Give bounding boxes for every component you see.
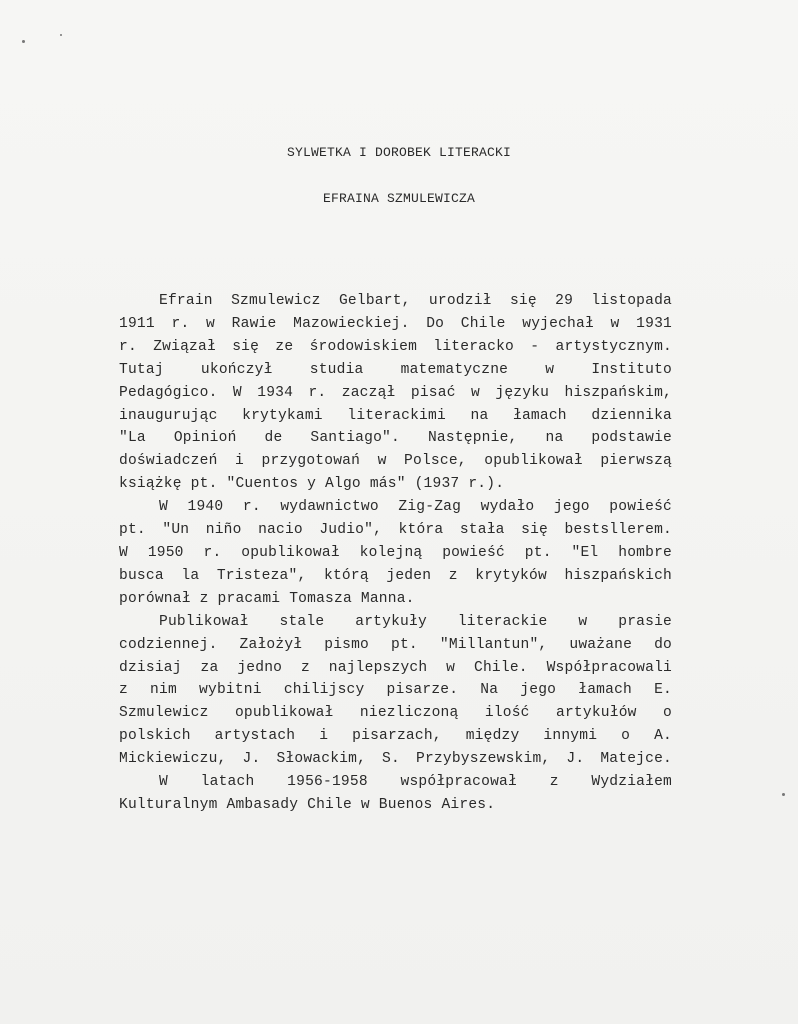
text-line: "La Opinioń de Santiago". Następnie, na podstawie [119, 430, 672, 447]
text-line: dzisiaj za jedno z najlepszych w Chile. Współpracowali [119, 659, 672, 676]
text-line: polskich artystach i pisarzach, między innymi o A. [119, 728, 672, 745]
scan-speck [22, 40, 25, 43]
scan-speck [60, 34, 62, 36]
text-line: W latach 1956-1958 współpracował z Wydziałem [159, 774, 672, 791]
text-line: codziennej. Założył pismo pt. "Millantun", uważane do [119, 636, 672, 653]
text-line: Publikował stale artykuły literackie w prasie [159, 613, 672, 630]
text-line: Efrain Szmulewicz Gelbart, urodził się 29 listopada [159, 293, 672, 309]
text-line: W 1940 r. wydawnictwo Zig-Zag wydało jego powieść [159, 499, 672, 516]
text-line: pt. "Un niño nacio Judio", która stała się bestsllerem. [119, 522, 672, 539]
document-title: SYLWETKA I DOROBEK LITERACKI [286, 145, 512, 160]
text-line: doświadczeń i przygotowań w Polsce, opublikował pierwszą [119, 453, 672, 470]
text-line: Mickiewiczu, J. Słowackim, S. Przybyszewskim, J. Matejce. [119, 751, 672, 768]
text-line: książkę pt. "Cuentos y Algo más" (1937 r.). [119, 476, 505, 493]
text-line: W 1950 r. opublikował kolejną powieść pt. "El hombre [119, 544, 672, 561]
text-line: inaugurując krytykami literackimi na łamach dziennika [119, 407, 672, 424]
text-line: Kulturalnym Ambasady Chile w Buenos Aires. [119, 796, 496, 813]
text-line: porównał z pracami Tomasza Manna. [119, 590, 415, 607]
scan-speck [782, 793, 785, 796]
body-text [119, 290, 672, 817]
text-line: busca la Tristeza", którą jeden z krytyków hiszpańskich [119, 567, 672, 584]
text-line: r. Związał się ze środowiskiem literacko - artystycznym. [119, 338, 672, 355]
text-line: Tutaj ukończył studia matematyczne w Instituto [119, 361, 672, 378]
text-line: 1911 r. w Rawie Mazowieckiej. Do Chile wyjechał w 1931 [119, 315, 672, 332]
text-line: Szmulewicz opublikował niezliczoną ilość artykułów o [119, 705, 672, 722]
document-subtitle: EFRAINA SZMULEWICZA [322, 191, 476, 206]
text-line: Pedagógico. W 1934 r. zaczął pisać w języku hiszpańskim, [119, 384, 672, 401]
text-line: z nim wybitni chilijscy pisarze. Na jego łamach E. [119, 682, 672, 699]
